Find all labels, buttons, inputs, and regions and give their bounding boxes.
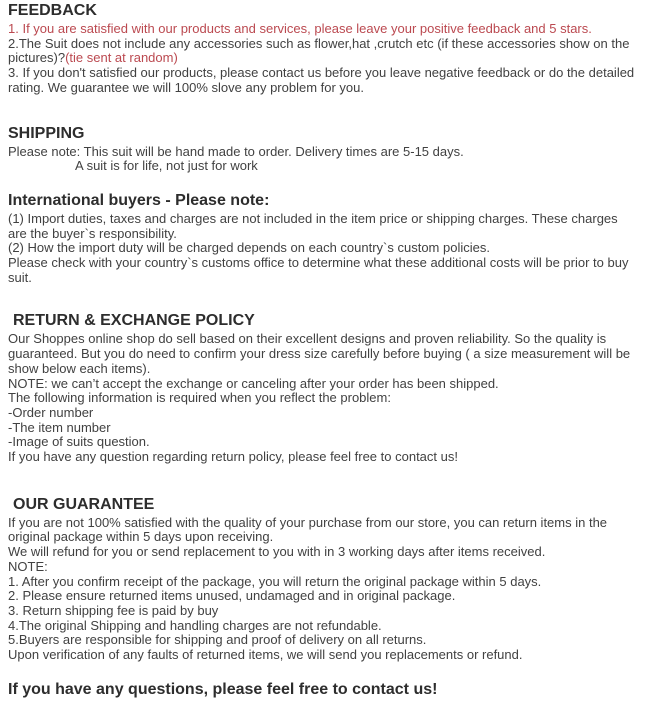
our-guarantee-heading: OUR GUARANTEE — [13, 495, 155, 513]
shipping-heading: SHIPPING — [8, 124, 85, 142]
guarantee-refund: We will refund for you or send replacement to you with in 3 working days after items received. — [8, 544, 546, 560]
international-point-2: (2) How the import duty will be charged depends on each country`s custom policies. — [8, 240, 490, 256]
guarantee-rule-3: 3. Return shipping fee is paid by buy — [8, 602, 219, 618]
returns-required-info: The following information is required when you reflect the problem: — [8, 390, 391, 406]
international-point-1: (1) Import duties, taxes and charges are not included in the item price or shipping charges. These charges are the buyer`s responsibility. — [8, 210, 618, 241]
return-exchange-policy-heading: RETURN & EXCHANGE POLICY — [13, 312, 255, 330]
feedback-point-2-text: 2.The Suit does not include any accessories such as flower,hat ,crutch etc (if these accessories show on the pictures)? — [8, 35, 630, 66]
feedback-section — [8, 2, 637, 96]
returns-item-order-number: -Order number — [8, 404, 94, 420]
returns-intro: Our Shoppes online shop do sell based on their excellent designs and proven reliability. So the quality is guaranteed. But you do need to confirm your dress size carefully before buying ( a size measurement will be show below each items). — [8, 331, 631, 376]
shipping-section — [8, 125, 637, 174]
feedback-point-2 — [8, 37, 637, 66]
guarantee-rule-4: 4.The original Shipping and handling charges are not refundable. — [8, 617, 382, 633]
guarantee-intro: If you are not 100% satisfied with the quality of your purchase from our store, you can return items in the original package within 5 days upon receiving. — [8, 514, 608, 545]
international-buyers-section — [8, 192, 637, 286]
feedback-point-1: 1. If you are satisfied with our products and services, please leave your positive feedback and 5 stars. — [8, 21, 592, 36]
feedback-point-2-note: (tie sent at random) — [65, 50, 178, 66]
returns-item-item-number: -The item number — [8, 419, 111, 435]
feedback-point-3: 3. If you don't satisfied our products, please contact us before you leave negative feedback or do the detailed rating. We guarantee we will 100% slove any problem for you. — [8, 65, 635, 95]
shipping-slogan: A suit is for life, not just for work — [75, 158, 258, 174]
our-guarantee-section — [8, 496, 637, 663]
return-exchange-policy-section — [8, 312, 637, 464]
international-buyers-heading: International buyers - Please note: — [8, 191, 270, 209]
guarantee-verification: Upon verification of any faults of returned items, we will send you replacements or refund. — [8, 647, 523, 663]
international-note: Please check with your country`s customs office to determine what these additional costs will be prior to buy suit. — [8, 255, 629, 285]
shipping-note: Please note: This suit will be hand made to order. Delivery times are 5-15 days. — [8, 143, 464, 159]
guarantee-rule-1: 1. After you confirm receipt of the package, you will return the original package within 5 days. — [8, 573, 542, 589]
contact-us-line: If you have any questions, please feel free to contact us! — [8, 680, 438, 698]
returns-item-image: -Image of suits question. — [8, 434, 150, 450]
feedback-heading: FEEDBACK — [8, 2, 97, 19]
guarantee-rule-5: 5.Buyers are responsible for shipping and proof of delivery on all returns. — [8, 632, 427, 648]
returns-contact: If you have any question regarding return policy, please feel free to contact us! — [8, 449, 458, 465]
guarantee-rule-2: 2. Please ensure returned items unused, undamaged and in original package. — [8, 588, 456, 604]
guarantee-note-label: NOTE: — [8, 558, 48, 574]
returns-note: NOTE: we can’t accept the exchange or canceling after your order has been shipped. — [8, 375, 499, 391]
